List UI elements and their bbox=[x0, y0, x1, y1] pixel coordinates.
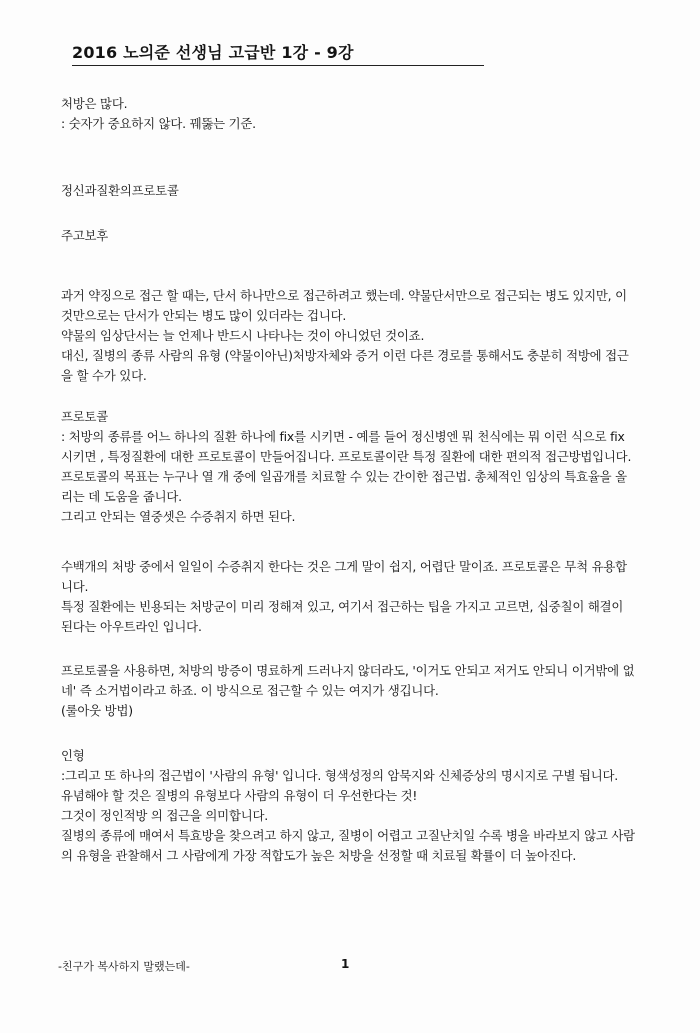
section-heading: 인형 bbox=[61, 748, 85, 763]
paragraph-line: 유념해야 할 것은 질병의 유형보다 사람의 유형이 더 우선한다는 것! bbox=[61, 788, 418, 803]
title-underline bbox=[72, 40, 484, 66]
section-heading-block bbox=[61, 226, 635, 246]
paragraph-line: 약물의 임상단서는 늘 언제나 반드시 나타나는 것이 아니었던 것이죠. bbox=[61, 328, 425, 343]
intro-line: 처방은 많다. bbox=[61, 96, 128, 111]
section-heading: 주고보후 bbox=[61, 228, 109, 243]
paragraph-line: 그것이 정인적방 의 접근을 의미합니다. bbox=[61, 808, 269, 823]
paragraph-line: 대신, 질병의 종류 사람의 유형 (약물이아닌)처방자체와 증거 이런 다른 경로를 통해서도 충분히 적방에 접근을 할 수가 있다. bbox=[61, 348, 629, 383]
intro-line: : 숫자가 중요하지 않다. 꿰뚫는 기준. bbox=[61, 116, 256, 131]
protocol-block bbox=[61, 407, 635, 527]
paragraph-line: : 처방의 종류를 어느 하나의 질환 하나에 fix를 시키면 - 예를 들어 정신병엔 뭐 천식에는 뭐 이런 식으로 fix 시키면 , 특정질환에 대한 프로토콜이 만들어집니다. 프로토콜이란 특정 질환에 대한 편의적 접근방법입니다. 프로토콜의 목표는 누구나 열 개 중에 일곱개를 치료할 수 있는 간이한 접근법. 총체적인 임상의 특효율을 올리는 데 도움을 줍니다. bbox=[61, 429, 632, 504]
paragraph-line: 질병의 종류에 매여서 특효방을 찾으려고 하지 않고, 질병이 어렵고 고질난치일 수록 병을 바라보지 않고 사람의 유형을 관찰해서 그 사람에게 가장 적합도가 높은 처방을 선정할 때 치료될 확률이 더 높아진다. bbox=[61, 828, 635, 863]
paragraph-line: 프로토콜을 사용하면, 처방의 방증이 명료하게 드러나지 않더라도, '이거도 안되고 저거도 안되니 이거밖에 없네' 즉 소거법이라고 하죠. 이 방식으로 접근할 수 있는 여지가 생깁니다. bbox=[61, 663, 635, 698]
paragraph-line: 수백개의 처방 중에서 일일이 수증취지 한다는 것은 그게 말이 쉽지, 어렵단 말이죠. 프로토콜은 무척 유용합니다. bbox=[61, 559, 627, 594]
section-heading-block bbox=[61, 181, 635, 201]
page-title: 2016 노의준 선생님 고급반 1강 - 9강 bbox=[72, 43, 354, 62]
paragraph-line: 그리고 안되는 열중셋은 수증취지 하면 된다. bbox=[61, 509, 296, 524]
intro-block bbox=[61, 94, 635, 134]
paragraph-block bbox=[61, 286, 635, 386]
page-number: 1 bbox=[341, 957, 350, 971]
paragraph-line: 특정 질환에는 빈용되는 처방군이 미리 정해져 있고, 여기서 접근하는 팁을 가지고 고르면, 십중칠이 해결이 된다는 아우트라인 입니다. bbox=[61, 599, 624, 634]
paragraph-line: (룰아웃 방법) bbox=[61, 703, 133, 718]
paragraph-block bbox=[61, 557, 635, 637]
paragraph-line: 과거 약징으로 접근 할 때는, 단서 하나만으로 접근하려고 했는데. 약물단서만으로 접근되는 병도 있지만, 이것만으로는 단서가 안되는 병도 많이 있더라는 겁니다. bbox=[61, 288, 627, 323]
paragraph-line: :그리고 또 하나의 접근법이 '사람의 유형' 입니다. 형색성정의 암묵지와 신체증상의 명시지로 구별 됩니다. bbox=[61, 768, 619, 783]
person-block bbox=[61, 746, 635, 866]
section-heading: 정신과질환의프로토콜 bbox=[61, 183, 179, 198]
paragraph-block bbox=[61, 661, 635, 721]
section-heading: 프로토콜 bbox=[61, 409, 109, 424]
footer-note: -친구가 복사하지 말랬는데- bbox=[58, 960, 190, 973]
